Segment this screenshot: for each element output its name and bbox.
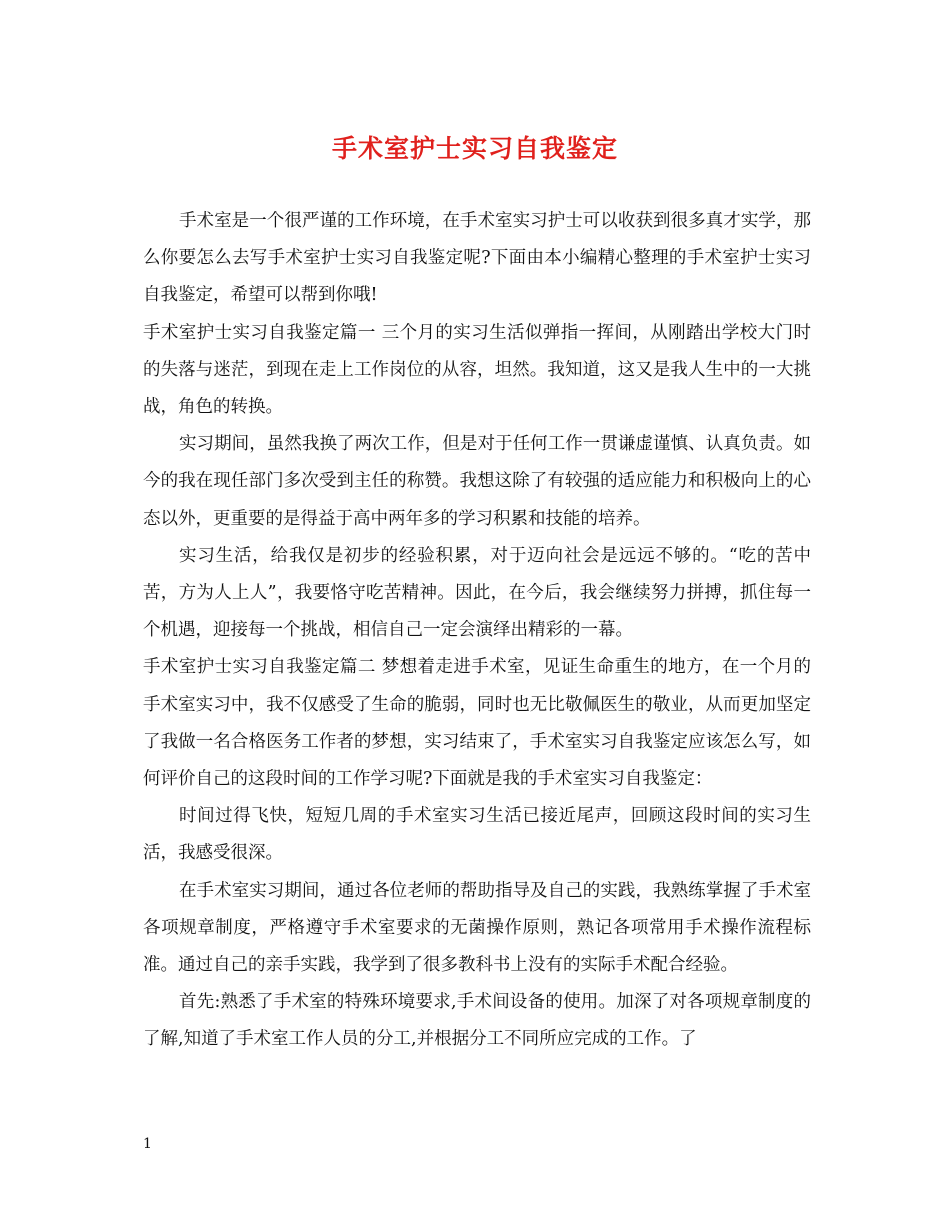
page-number: 1 [143,1136,152,1152]
body-paragraph: 实习生活，给我仅是初步的经验积累，对于迈向社会是远远不够的。“吃的苦中苦，方为人上人”，我要恪守吃苦精神。因此，在今后，我会继续努力拼搏，抓住每一个机遇，迎接每一个挑战，相信自己一定会演绎出精彩的一幕。 [143,545,811,641]
document-body [143,203,811,1059]
body-paragraph: 在手术室实习期间，通过各位老师的帮助指导及自己的实践，我熟练掌握了手术室各项规章制度，严格遵守手术室要求的无菌操作原则，熟记各项常用手术操作流程标准。通过自己的亲手实践，我学到了很多教科书上没有的实际手术配合经验。 [143,880,811,976]
document-title: 手术室护士实习自我鉴定 [331,134,618,163]
body-paragraph: 时间过得飞快，短短几周的手术室实习生活已接近尾声，回顾这段时间的实习生活，我感受很深。 [143,806,811,864]
intro-paragraph: 手术室是一个很严谨的工作环境，在手术室实习护士可以收获到很多真才实学，那么你要怎么去写手术室护士实习自我鉴定呢?下面由本小编精心整理的手术室护士实习自我鉴定，希望可以帮到你哦! [143,211,811,306]
section-heading: 手术室护士实习自我鉴定篇二 [143,657,376,678]
section-heading: 手术室护士实习自我鉴定篇一 [143,322,376,343]
paragraph-text: 梦想着走进手术室，见证生命重生的地方，在一个月的手术室实习中，我不仅感受了生命的脆弱，同时也无比敬佩医生的敬业，从而更加坚定了我做一名合格医务工作者的梦想，实习结束了，手术室实习自我鉴定应该怎么写，如何评价自己的这段时间的工作学习呢?下面就是我的手术室实习自我鉴定： [143,657,811,790]
paragraph-text: 三个月的实习生活似弹指一挥间，从刚踏出学校大门时的失落与迷茫，到现在走上工作岗位的从容，坦然。我知道，这又是我人生中的一大挑战，角色的转换。 [143,322,811,418]
section-one-paragraph [143,315,811,427]
body-paragraph: 首先:熟悉了手术室的特殊环境要求,手术间设备的使用。加深了对各项规章制度的了解,知道了手术室工作人员的分工,并根据分工不同所应完成的工作。了 [143,992,811,1050]
section-two-paragraph [143,649,811,798]
body-paragraph: 实习期间，虽然我换了两次工作，但是对于任何工作一贯谦虚谨慎、认真负责。如今的我在现任部门多次受到主任的称赞。我想这除了有较强的适应能力和积极向上的心态以外，更重要的是得益于高中两年多的学习积累和技能的培养。 [143,434,811,529]
